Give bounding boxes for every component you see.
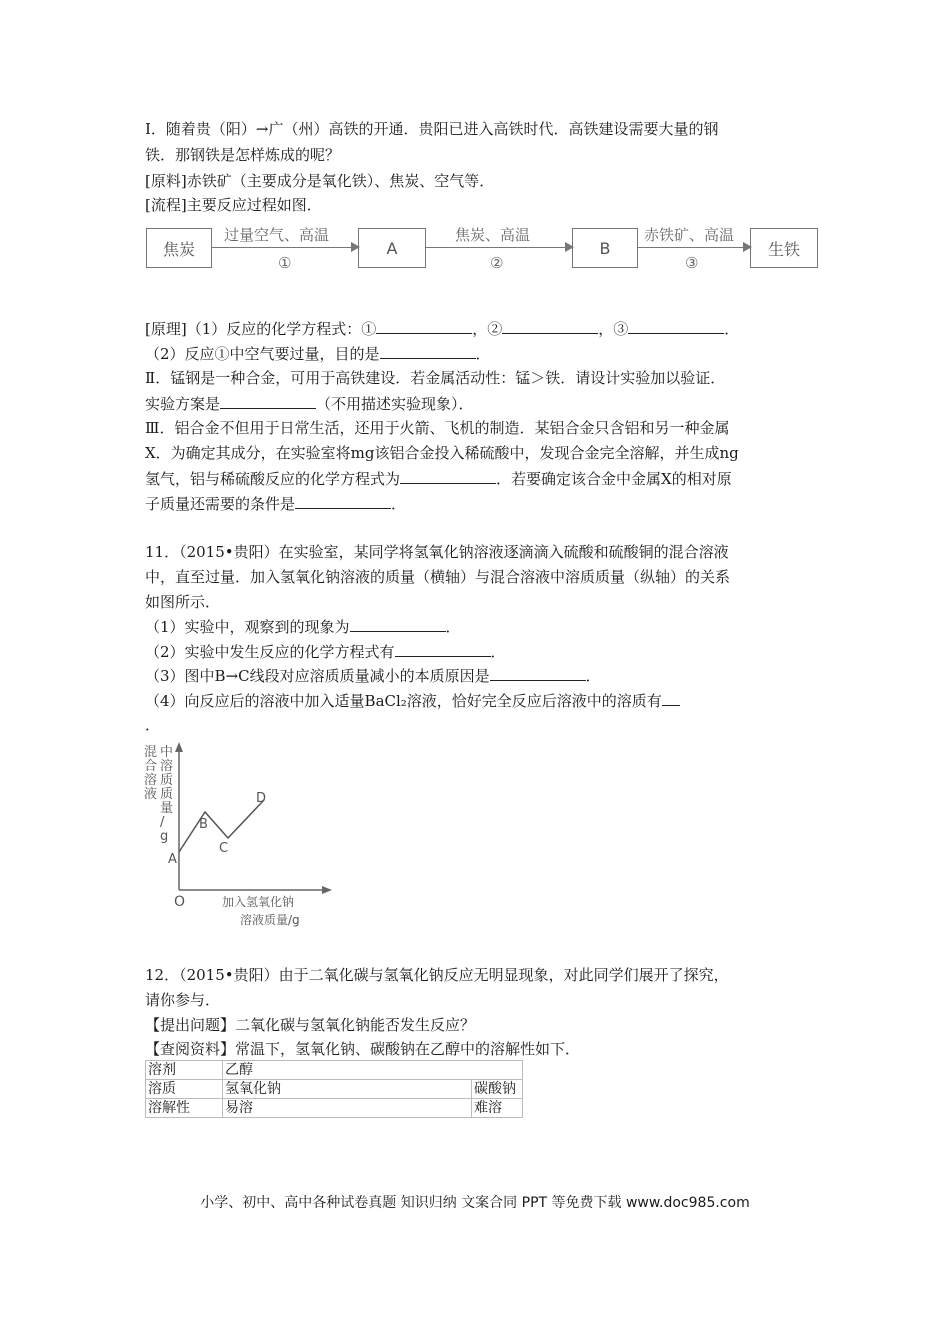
- flow-box-a: A: [358, 228, 426, 268]
- question-line: [145, 616, 461, 637]
- x-axis-label-line-1: 加入氢氧化钠: [222, 895, 295, 909]
- text: （2）反应①中空气要过量，目的是: [145, 345, 380, 363]
- answer-blank[interactable]: [400, 468, 496, 484]
- text: ．: [585, 667, 601, 685]
- origin-label: O: [174, 894, 186, 910]
- flow-arrow-1-number: ①: [278, 254, 292, 272]
- question-line: [145, 468, 732, 489]
- question-line: [145, 493, 406, 514]
- answer-blank[interactable]: [380, 343, 476, 359]
- text-line: [原料]赤铁矿（主要成分是氧化铁）、焦炭、空气等．: [145, 172, 495, 190]
- text: ，③: [598, 320, 629, 338]
- text: 实验方案是: [145, 395, 221, 413]
- text: ．若要确定该合金中金属X的相对原: [496, 470, 732, 488]
- text: ．: [724, 320, 740, 338]
- text: [原理]（1）反应的化学方程式：①: [145, 320, 377, 338]
- table-row: [146, 1099, 523, 1118]
- text: （3）图中B→C线段对应溶质质量减小的本质原因是: [145, 667, 490, 685]
- text-line: ．: [145, 716, 161, 734]
- y-axis-label-char: 溶: [160, 759, 174, 774]
- text-line: X．为确定其成分，在实验室将mg该铝合金投入稀硫酸中，发现合金完全溶解，并生成ng: [145, 444, 739, 462]
- y-axis-label-char: g: [160, 829, 169, 844]
- x-axis-arrow: [322, 886, 332, 894]
- answer-blank[interactable]: [350, 616, 446, 632]
- flow-arrow-3: [638, 247, 750, 248]
- table-row: [146, 1080, 523, 1099]
- text: 氢气，铝与稀硫酸反应的化学方程式为: [145, 470, 401, 488]
- question-line: [145, 641, 506, 662]
- point-label-c: C: [219, 841, 229, 856]
- y-axis-label-char: /: [160, 815, 165, 830]
- text: ．: [490, 643, 506, 661]
- y-axis-arrow: [175, 742, 183, 752]
- table-row: [146, 1061, 523, 1080]
- text-line: 如图所示．: [145, 593, 221, 611]
- question-line: [145, 343, 491, 364]
- text: ．: [445, 618, 461, 636]
- question-line: [145, 690, 680, 711]
- text-line: 12．（2015•贵阳）由于二氧化碳与氢氧化钠反应无明显现象，对此同学们展开了探究，: [145, 966, 729, 984]
- answer-blank[interactable]: [295, 493, 391, 509]
- x-axis-label-line-2: 溶液质量/g: [240, 913, 300, 927]
- flow-arrow-3-label: 赤铁矿、高温: [644, 226, 735, 244]
- y-axis-label-char: 中: [160, 745, 174, 760]
- y-axis-label-char: 质: [160, 773, 174, 788]
- y-axis-label-char: 溶: [144, 773, 158, 788]
- answer-blank[interactable]: [376, 318, 472, 334]
- y-axis-label-char: 量: [160, 801, 174, 816]
- flow-box-pig-iron: 生铁: [750, 228, 818, 268]
- text-line: 请你参与．: [145, 991, 221, 1009]
- text: （1）实验中，观察到的现象为: [145, 618, 350, 636]
- table-cell: 溶剂: [146, 1061, 223, 1080]
- flow-arrow-1-label: 过量空气、高温: [224, 226, 330, 244]
- text-line: 【提出问题】二氧化碳与氢氧化钠能否发生反应？: [145, 1016, 476, 1034]
- y-axis-label-char: 合: [144, 759, 158, 774]
- text-line: [流程]主要反应过程如图．: [145, 196, 322, 214]
- text-line: 11．（2015•贵阳）在实验室，某同学将氢氧化钠溶液逐滴滴入硫酸和硫酸铜的混合溶液: [145, 543, 729, 561]
- solute-mass-chart: [140, 740, 340, 940]
- flow-arrow-2-label: 焦炭、高温: [455, 226, 531, 244]
- question-line: [145, 318, 739, 339]
- question-line: [145, 393, 474, 414]
- answer-blank[interactable]: [220, 393, 316, 409]
- flow-box-b: B: [572, 228, 638, 268]
- text: （不用描述实验现象）．: [316, 395, 474, 413]
- table-cell: 乙醇: [223, 1061, 523, 1080]
- question-line: [145, 665, 601, 686]
- text: ．: [391, 495, 407, 513]
- flow-arrow-2-number: ②: [490, 254, 504, 272]
- flow-arrow-3-number: ③: [685, 254, 699, 272]
- solubility-table: [145, 1060, 523, 1118]
- text: 子质量还需要的条件是: [145, 495, 296, 513]
- text-line: Ⅰ．随着贵（阳）→广（州）高铁的开通．贵阳已进入高铁时代．高铁建设需要大量的钢: [145, 120, 719, 138]
- flow-arrow-2: [426, 247, 572, 248]
- table-cell: 碳酸钠: [472, 1080, 523, 1099]
- flow-arrow-1: [212, 247, 358, 248]
- table-cell: 难溶: [472, 1099, 523, 1118]
- text-line: 中，直至过量．加入氢氧化钠溶液的质量（横轴）与混合溶液中溶质质量（纵轴）的关系: [145, 568, 731, 586]
- answer-blank[interactable]: [395, 641, 491, 657]
- table-cell: 氢氧化钠: [223, 1080, 472, 1099]
- text-line: Ⅲ．铝合金不但用于日常生活，还用于火箭、飞机的制造．某铝合金只含铝和另一种金属: [145, 419, 730, 437]
- answer-blank[interactable]: [628, 318, 724, 334]
- answer-blank[interactable]: [662, 690, 680, 706]
- point-label-b: B: [199, 817, 208, 832]
- table-cell: 易溶: [223, 1099, 472, 1118]
- page-footer: 小学、初中、高中各种试卷真题 知识归纳 文案合同 PPT 等免费下载 www.doc985.com: [200, 1195, 750, 1211]
- text: （2）实验中发生反应的化学方程式有: [145, 643, 395, 661]
- text: ，②: [472, 320, 503, 338]
- table-cell: 溶解性: [146, 1099, 223, 1118]
- text: （4）向反应后的溶液中加入适量BaCl₂溶液，恰好完全反应后溶液中的溶质有: [145, 692, 662, 710]
- table-cell: 溶质: [146, 1080, 223, 1099]
- point-label-a: A: [168, 852, 177, 867]
- answer-blank[interactable]: [490, 665, 586, 681]
- y-axis-label-char: 混: [144, 745, 158, 760]
- flow-box-coke: 焦炭: [146, 228, 212, 268]
- text-line: 铁．那钢铁是怎样炼成的呢？: [145, 146, 341, 164]
- y-axis-label-columns: [144, 744, 173, 844]
- text-line: 【查阅资料】常温下，氢氧化钠、碳酸钠在乙醇中的溶解性如下．: [145, 1040, 581, 1058]
- text-line: Ⅱ．锰钢是一种合金，可用于高铁建设．若金属活动性：锰＞铁．请设计实验加以验证．: [145, 369, 726, 387]
- point-label-d: D: [256, 791, 267, 806]
- y-axis-label-char: 质: [160, 787, 174, 802]
- answer-blank[interactable]: [502, 318, 598, 334]
- y-axis-label-char: 液: [144, 787, 158, 802]
- text: ．: [475, 345, 491, 363]
